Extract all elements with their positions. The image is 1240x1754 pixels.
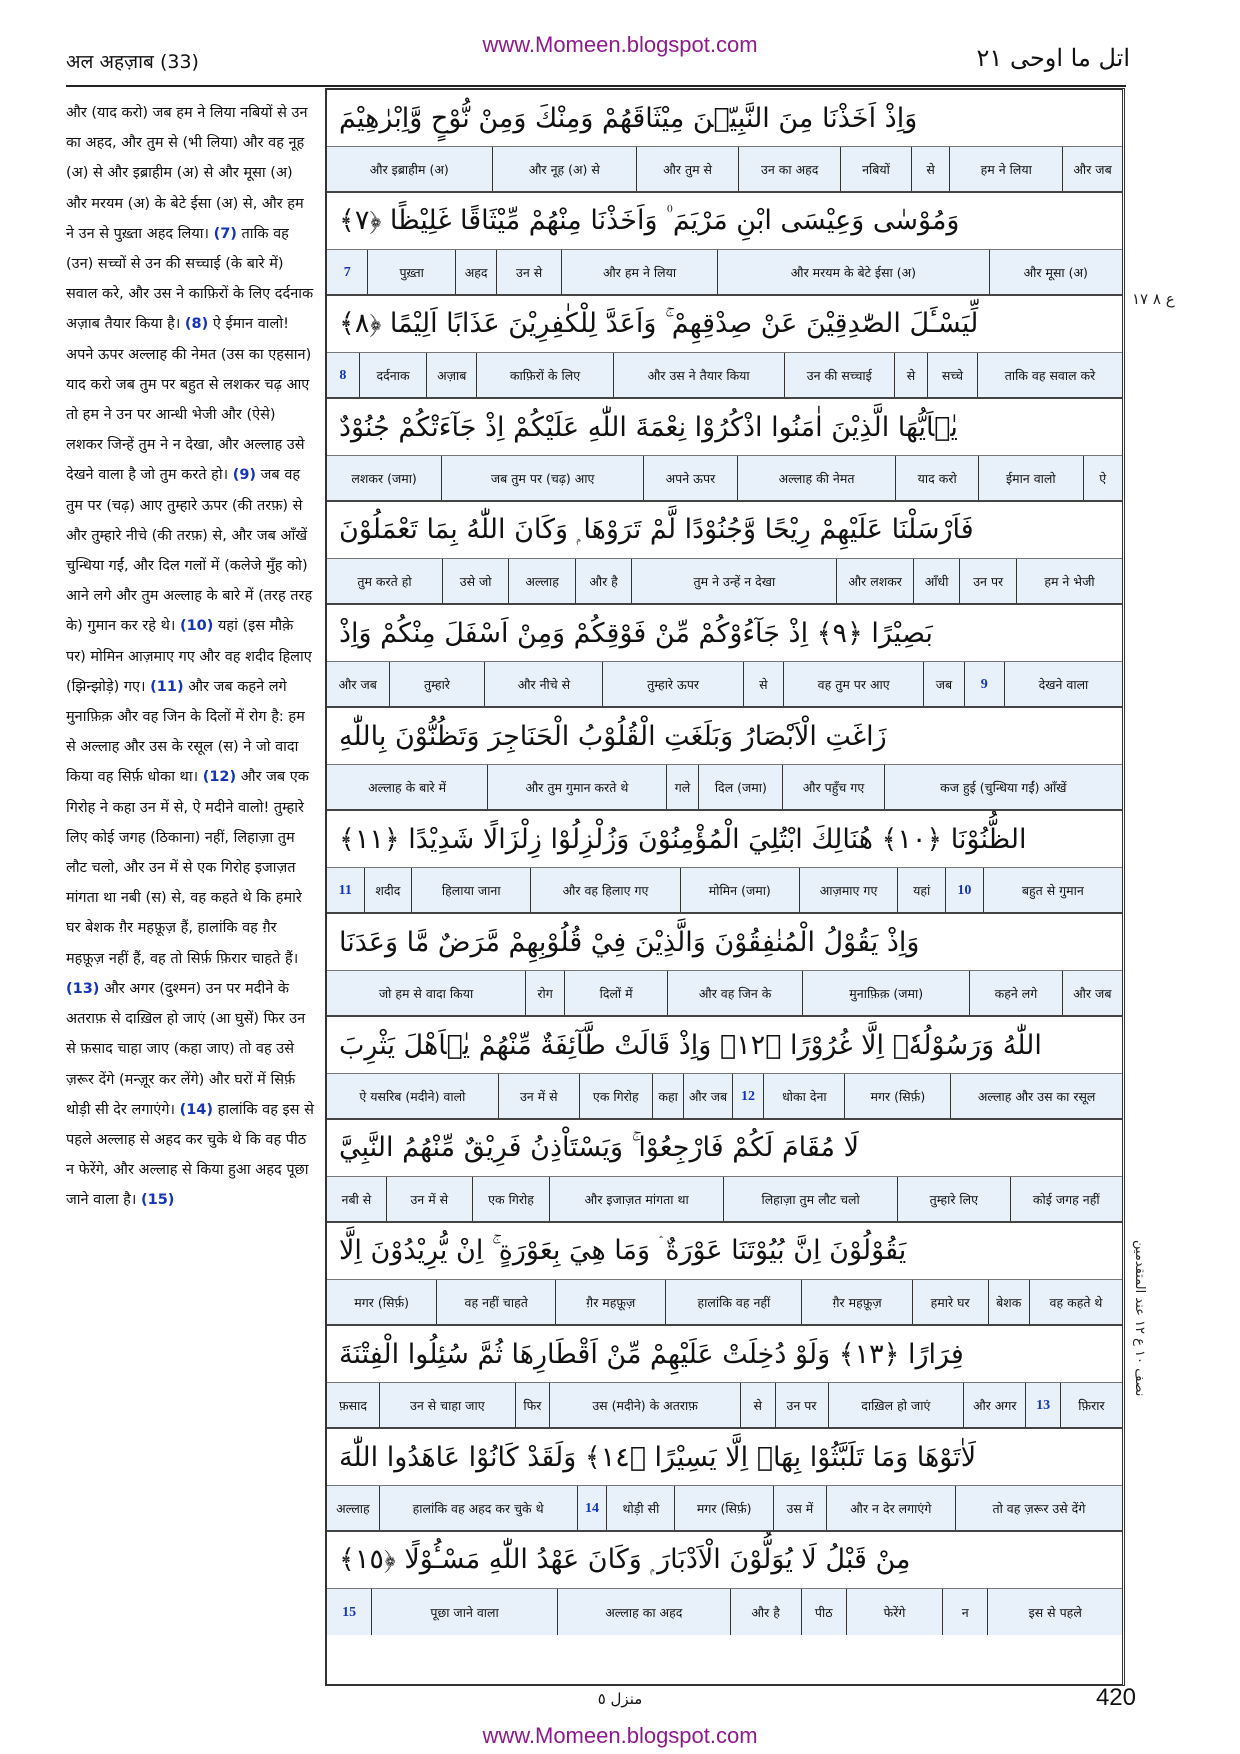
word-meaning-cell: पुख़्ता xyxy=(367,250,454,294)
word-meaning-cell: लशकर (जमा) xyxy=(351,470,417,486)
word-meaning-cell: ग़ैर महफ़ूज़ xyxy=(801,1280,911,1324)
word-meaning-cell: तुम ने उन्हें न देखा xyxy=(631,559,836,603)
word-meaning-cell: और है xyxy=(575,559,632,603)
word-meaning-cell: ऐ xyxy=(1083,456,1122,500)
word-meaning-cell: उस में xyxy=(773,1486,826,1530)
arabic-verse-line: لَا مُقَامَ لَكُمْ فَارْجِعُوْا ۚ وَيَسْتَاْذِنُ فَرِيْقٌ مِّنْهُمُ النَّبِيَّ xyxy=(327,1120,1122,1177)
verse-number: (15) xyxy=(141,1192,175,1209)
word-meaning-cell: और जब xyxy=(683,1074,731,1118)
word-meaning-cell: और इब्राहीम (अ) xyxy=(369,161,449,177)
word-meaning-cell: अल्लाह की नेमत xyxy=(737,456,896,500)
verse-number: (13) xyxy=(66,980,100,997)
commentary-verse-7: और (याद करो) जब हम ने लिया नबियों से उन का अहद, और तुम से (भी लिया) और वह नूह (अ) से और इब्राहीम (अ) से और मूसा (अ) और मरयम (अ) के बेटे ईसा (अ) से, और हम ने उन से पुख़्ता अहद लिया। (7) xyxy=(66,105,308,242)
word-meaning-cell: गले xyxy=(666,765,699,809)
word-meaning-cell: से xyxy=(894,353,927,397)
word-meaning-cell: फेरेंगे xyxy=(846,1589,942,1635)
verse-number-cell: 15 xyxy=(342,1604,357,1620)
word-meaning-cell: देखने वाला xyxy=(1004,662,1122,706)
commentary-verse-11: यहां (इस मौक़े पर) मोमिन आज़माए गए और वह शदीद हिलाए (झिन्झोड़े) गए। (11) xyxy=(66,618,312,695)
verse-number-cell: 12 xyxy=(732,1074,764,1118)
word-translation-row xyxy=(327,1280,1122,1326)
commentary-verse-10: जब वह तुम पर (चढ़) आए तुम्हारे ऊपर (की तरफ़) से और तुम्हारे नीचे (की तरफ़) से, और जब आँखें चुन्धिया गईं, और दिल गलों में (कलेजे मुँह को) आने लगे और तुम अल्लाह के बारे में (तरह तरह के) गुमान कर रहे थे। (10) xyxy=(66,467,313,635)
word-meaning-cell: और हम ने लिया xyxy=(561,250,717,294)
word-meaning-cell: एक गिरोह xyxy=(472,1177,549,1221)
ruku-marker: ع ٨ ١٧ xyxy=(1132,290,1175,308)
word-meaning-cell: तुम्हारे xyxy=(389,662,485,706)
word-meaning-cell: और तुम गुमान करते थे xyxy=(487,765,665,809)
arabic-verse-line: مِنْ قَبْلُ لَا يُوَلُّوْنَ الْاَدْبَارَ ۭ وَكَانَ عَهْدُ اللّٰهِ مَسْـُٔوْلًا ﴿١٥﴾ xyxy=(327,1532,1122,1589)
word-meaning-cell: काफ़िरों के लिए xyxy=(476,353,612,397)
arabic-verse-line: فِرَارًا ﴿١٣﴾ وَلَوْ دُخِلَتْ عَلَيْهِمْ مِّنْ اَقْطَارِهَا ثُمَّ سُئِلُوا الْفِتْنَةَ xyxy=(327,1326,1122,1383)
verse-number-cell: 7 xyxy=(343,264,351,280)
verse-number: (9) xyxy=(232,467,257,484)
word-translation-row xyxy=(327,1589,1122,1635)
word-meaning-cell: रोग xyxy=(525,971,564,1015)
word-meaning-cell: दर्दनाक xyxy=(359,353,426,397)
word-translation-row xyxy=(327,662,1122,708)
commentary-verse-15: हालांकि वह इस से पहले अल्लाह से अहद कर चुके थे कि वह पीठ न फेरेंगे, और अल्लाह से किया हुआ अहद पूछा जाने वाला है। (15) xyxy=(66,1101,314,1209)
commentary-verse-9: ऐ ईमान वालो! अपने ऊपर अल्लाह की नेमत (उस का एहसान) याद करो जब तुम पर बहुत से लशकर चढ़ आए तो हम ने उन पर आन्धी भेजी और (ऐसे) लशकर जिन्हें तुम ने न देखा, और अल्लाह उसे देखने वाला है जो तुम करते हो। (9) xyxy=(66,316,312,484)
word-meaning-cell: अल्लाह और उस का रसूल xyxy=(950,1074,1122,1118)
word-meaning-cell: शदीद xyxy=(364,868,412,912)
word-meaning-cell: और पहुँच गए xyxy=(782,765,883,809)
verse-number: (7) xyxy=(213,225,237,242)
word-translation-row xyxy=(327,250,1122,296)
word-meaning-cell: उन में से xyxy=(498,1074,579,1118)
word-meaning-cell: अज़ाब xyxy=(426,353,476,397)
word-meaning-cell: याद करो xyxy=(895,456,978,500)
verse-number: (12) xyxy=(202,769,237,786)
word-meaning-cell: धोका देना xyxy=(763,1074,844,1118)
word-translation-row xyxy=(327,1383,1122,1429)
word-meaning-cell: हालांकि वह नहीं xyxy=(665,1280,801,1324)
word-meaning-cell: और लशकर xyxy=(836,559,912,603)
word-translation-row xyxy=(327,456,1122,502)
arabic-verse-line: اللّٰهُ وَرَسُوْلُهٗۤ اِلَّا غُرُوْرًا ﴿١٢﴾ وَاِذْ قَالَتْ طَّآئِفَةٌ مِّنْهُمْ يٰۤاَهْلَ يَثْرِبَ xyxy=(327,1017,1122,1074)
arabic-verse-line: الظُّنُوْنَا ﴿١٠﴾ هُنَالِكَ ابْتُلِيَ الْمُؤْمِنُوْنَ وَزُلْزِلُوْا زِلْزَالًا شَدِيْدًا ﴿١١﴾ xyxy=(327,811,1122,868)
word-translation-row xyxy=(327,1486,1122,1532)
word-meaning-cell: थोड़ी सी xyxy=(606,1486,674,1530)
word-meaning-cell: और जब xyxy=(1062,971,1122,1015)
word-meaning-cell: कोई जगह नहीं xyxy=(1010,1177,1122,1221)
word-meaning-cell: उसे जो xyxy=(442,559,508,603)
word-meaning-cell: यहां xyxy=(897,868,945,912)
word-meaning-cell: आँधी xyxy=(913,559,960,603)
word-meaning-cell: फ़साद xyxy=(339,1397,367,1413)
word-meaning-cell: से xyxy=(743,662,783,706)
commentary-verse-14: और अगर (दुश्मन) उन पर मदीने के अतराफ़ से दाख़िल हो जाएं (आ घुसें) फिर उन से फ़साद चाहा जाए (कहा जाए) तो वह उसे ज़रूर देंगे (मन्ज़ूर कर लेंगे) और घरों में सिर्फ़ थोड़ी सी देर लगाएंगे। (14) xyxy=(66,980,306,1118)
word-meaning-cell: पीठ xyxy=(801,1589,846,1635)
verse-number-cell: 10 xyxy=(945,868,983,912)
word-translation-row xyxy=(327,559,1122,605)
word-meaning-cell: न xyxy=(942,1589,987,1635)
arabic-verse-line: بَصِيْرًا ﴿٩﴾ اِذْ جَآءُوْكُمْ مِّنْ فَوْقِكُمْ وَمِنْ اَسْفَلَ مِنْكُمْ وَاِذْ xyxy=(327,605,1122,662)
verse-number-cell: 11 xyxy=(338,882,352,898)
word-meaning-cell: और मूसा (अ) xyxy=(989,250,1122,294)
verse-number: (14) xyxy=(179,1101,214,1118)
page-number: 420 xyxy=(1095,1684,1136,1711)
word-meaning-cell: हमारे घर xyxy=(912,1280,988,1324)
word-meaning-cell: और नूह (अ) से xyxy=(492,147,636,191)
word-translation-row xyxy=(327,971,1122,1017)
word-translation-row xyxy=(327,147,1122,193)
arabic-verse-line: لَاٰتَوْهَا وَمَا تَلَبَّثُوْا بِهَاۤ اِلَّا يَسِيْرًا ﴿١٤﴾ وَلَقَدْ كَانُوْا عَاهَدُوا اللّٰهَ xyxy=(327,1429,1122,1486)
word-meaning-cell: और वह जिन के xyxy=(667,971,802,1015)
site-url-bottom[interactable]: www.Momeen.blogspot.com xyxy=(482,1723,758,1748)
arabic-verse-line: فَاَرْسَلْنَا عَلَيْهِمْ رِيْحًا وَّجُنُوْدًا لَّمْ تَرَوْهَا ۭ وَكَانَ اللّٰهُ بِمَا تَعْمَلُوْنَ xyxy=(327,502,1122,559)
arabic-verse-line: يَقُوْلُوْنَ اِنَّ بُيُوْتَنَا عَوْرَةٌ ۛ وَمَا هِيَ بِعَوْرَةٍ ۚ اِنْ يُّرِيْدُوْنَ اِلَّا xyxy=(327,1223,1122,1280)
juz-title: اتل ما اوحی ٢١ xyxy=(976,44,1130,72)
word-meaning-cell: आज़माए गए xyxy=(799,868,898,912)
word-meaning-cell: से xyxy=(911,147,950,191)
translation-commentary xyxy=(66,98,316,1683)
rub-marker: نصف ١٠ ع ١٢ عند المتقدمين xyxy=(1132,1240,1147,1397)
word-meaning-cell: लिहाज़ा तुम लौट चलो xyxy=(723,1177,897,1221)
word-meaning-cell: अपने ऊपर xyxy=(643,456,737,500)
word-meaning-cell: उन पर xyxy=(775,1383,828,1427)
commentary-verse-13: और जब एक गिरोह ने कहा उन में से, ऐ मदीने वालो! तुम्हारे लिए कोई जगह (ठिकाना) नहीं, लिहाज़ा तुम लौट चलो, और उन में से एक गिरोह इजाज़त मांगता था नबी (स) से, वह कहते थे कि हमारे घर बेशक ग़ैर महफ़ूज़ हैं, हालांकि वह ग़ैर महफ़ूज़ नहीं हैं, वह तो सिर्फ़ फ़िरार चाहते हैं। (13) xyxy=(66,769,309,997)
arabic-verse-line: وَاِذْ يَقُوْلُ الْمُنٰفِقُوْنَ وَالَّذِيْنَ فِيْ قُلُوْبِهِمْ مَّرَضٌ مَّا وَعَدَنَا xyxy=(327,914,1122,971)
word-meaning-cell: फ़िरार xyxy=(1060,1383,1122,1427)
arabic-verse-line: وَمُوْسٰى وَعِيْسَى ابْنِ مَرْيَمَ ۠ وَاَخَذْنَا مِنْهُمْ مِّيْثَاقًا غَلِيْظًا ﴿٧﴾ xyxy=(327,193,1122,250)
word-translation-row xyxy=(327,1074,1122,1120)
word-meaning-cell: हम ने भेजी xyxy=(1016,559,1122,603)
word-meaning-cell: अल्लाह xyxy=(508,559,574,603)
word-meaning-cell: तुम्हारे ऊपर xyxy=(602,662,742,706)
word-meaning-cell: जो हम से वादा किया xyxy=(378,985,474,1001)
word-translation-row xyxy=(327,353,1122,399)
word-meaning-cell: दिल (जमा) xyxy=(698,765,782,809)
header-divider xyxy=(66,85,1126,87)
word-meaning-cell: पूछा जाने वाला xyxy=(371,1589,557,1635)
word-meaning-cell: तुम करते हो xyxy=(357,573,412,589)
word-meaning-cell: कहा xyxy=(652,1074,684,1118)
word-meaning-cell: ग़ैर महफ़ूज़ xyxy=(555,1280,665,1324)
word-meaning-cell: कहने लगे xyxy=(969,971,1061,1015)
word-meaning-cell: मगर (सिर्फ़) xyxy=(354,1294,409,1310)
word-meaning-cell: जब xyxy=(923,662,963,706)
word-meaning-cell: मुनाफ़िक़ (जमा) xyxy=(802,971,969,1015)
verse-number-cell: 9 xyxy=(964,662,1004,706)
word-meaning-cell: ऐ यसरिब (मदीने) वालो xyxy=(359,1088,466,1104)
word-translation-row xyxy=(327,868,1122,914)
word-meaning-cell: उन पर xyxy=(959,559,1016,603)
word-translation-row xyxy=(327,765,1122,811)
word-meaning-cell: दिलों में xyxy=(564,971,667,1015)
word-meaning-cell: से xyxy=(740,1383,775,1427)
word-meaning-cell: और उस ने तैयार किया xyxy=(613,353,784,397)
word-meaning-cell: वह कहते थे xyxy=(1029,1280,1122,1324)
word-translation-row xyxy=(327,1177,1122,1223)
word-meaning-cell: जब तुम पर (चढ़) आए xyxy=(441,456,643,500)
word-meaning-cell: और अगर xyxy=(963,1383,1025,1427)
word-meaning-cell: हिलाया जाना xyxy=(411,868,530,912)
word-meaning-cell: बेशक xyxy=(988,1280,1029,1324)
word-meaning-cell: अल्लाह का अहद xyxy=(557,1589,730,1635)
word-meaning-cell: उन से xyxy=(496,250,560,294)
word-meaning-cell: नबियों xyxy=(840,147,910,191)
verse-number-cell: 14 xyxy=(577,1486,607,1530)
word-meaning-cell: तुम्हारे लिए xyxy=(897,1177,1009,1221)
word-meaning-cell: दाख़िल हो जाएं xyxy=(828,1383,964,1427)
arabic-verse-line: زَاغَتِ الْاَبْصَارُ وَبَلَغَتِ الْقُلُوْبُ الْحَنَاجِرَ وَتَظُنُّوْنَ بِاللّٰهِ xyxy=(327,708,1122,765)
word-meaning-cell: मगर (सिर्फ़) xyxy=(674,1486,773,1530)
manzil-label: منزل ٥ xyxy=(597,1690,643,1708)
verse-number: (10) xyxy=(179,618,214,635)
word-meaning-cell: मगर (सिर्फ़) xyxy=(844,1074,950,1118)
word-meaning-cell: वह नहीं चाहते xyxy=(436,1280,555,1324)
word-meaning-cell: उन में से xyxy=(386,1177,472,1221)
surah-title: अल अहज़ाब (33) xyxy=(66,51,199,73)
site-url-top[interactable]: www.Momeen.blogspot.com xyxy=(482,32,758,57)
commentary-verse-12: और जब कहने लगे मुनाफ़िक़ और वह जिन के दिलों में रोग है: हम से अल्लाह और उस के रसूल (स) ने जो वादा किया वह सिर्फ़ धोका था। (12) xyxy=(66,678,305,786)
commentary-verse-8: ताकि वह (उन) सच्चों से उन की सच्चाई (के बारे में) सवाल करे, और उस ने काफ़िरों के लिए दर्दनाक अज़ाब तैयार किया है। (8) xyxy=(66,225,314,333)
verse-number-cell: 13 xyxy=(1025,1383,1060,1427)
word-meaning-cell: उस (मदीने) के अतराफ़ xyxy=(549,1383,740,1427)
word-meaning-cell: उन की सच्चाई xyxy=(784,353,894,397)
verse-number: (8) xyxy=(184,316,209,333)
word-meaning-cell: उन का अहद xyxy=(738,147,840,191)
word-meaning-cell: और है xyxy=(730,1589,801,1635)
word-meaning-cell: सच्चे xyxy=(927,353,977,397)
word-meaning-cell: और न देर लगाएंगे xyxy=(826,1486,955,1530)
word-meaning-cell: और मरयम के बेटे ईसा (अ) xyxy=(717,250,988,294)
verse-number-cell: 8 xyxy=(339,367,347,383)
word-meaning-cell: और इजाज़त मांगता था xyxy=(549,1177,723,1221)
word-meaning-cell: एक गिरोह xyxy=(579,1074,652,1118)
word-meaning-cell: अल्लाह के बारे में xyxy=(368,779,447,795)
word-meaning-cell: उन से चाहा जाए xyxy=(379,1383,515,1427)
word-meaning-cell: ताकि वह सवाल करे xyxy=(977,353,1122,397)
interlinear-table xyxy=(325,88,1125,1686)
word-meaning-cell: और जब xyxy=(338,676,377,692)
word-meaning-cell: वह तुम पर आए xyxy=(783,662,923,706)
word-meaning-cell: नबी से xyxy=(341,1191,372,1207)
word-meaning-cell: बहुत से गुमान xyxy=(983,868,1122,912)
verse-number: (11) xyxy=(150,678,184,695)
word-meaning-cell: और वह हिलाए गए xyxy=(530,868,680,912)
arabic-verse-line: لِّيَسْـَٔلَ الصّٰدِقِيْنَ عَنْ صِدْقِهِمْ ۚ وَاَعَدَّ لِلْكٰفِرِيْنَ عَذَابًا اَلِيْمًا ﴿٨﴾ xyxy=(327,296,1122,353)
word-meaning-cell: और जब xyxy=(1062,147,1122,191)
word-meaning-cell: और तुम से xyxy=(636,147,738,191)
word-meaning-cell: इस से पहले xyxy=(987,1589,1122,1635)
word-meaning-cell: मोमिन (जमा) xyxy=(680,868,799,912)
word-meaning-cell: कज हुई (चुन्धिया गईं) आँखें xyxy=(884,765,1122,809)
word-meaning-cell: फिर xyxy=(515,1383,550,1427)
word-meaning-cell: अल्लाह xyxy=(336,1500,370,1516)
word-meaning-cell: ईमान वालो xyxy=(978,456,1082,500)
arabic-verse-line: وَاِذْ اَخَذْنَا مِنَ النَّبِيّٖنَ مِيْثَاقَهُمْ وَمِنْكَ وَمِنْ نُّوْحٍ وَّاِبْرٰهِيْمَ xyxy=(327,90,1122,147)
arabic-verse-line: يٰۤاَيُّهَا الَّذِيْنَ اٰمَنُوا اذْكُرُوْا نِعْمَةَ اللّٰهِ عَلَيْكُمْ اِذْ جَآءَتْكُمْ جُنُوْدٌ xyxy=(327,399,1122,456)
word-meaning-cell: हालांकि वह अहद कर चुके थे xyxy=(379,1486,577,1530)
word-meaning-cell: तो वह ज़रूर उसे देंगे xyxy=(955,1486,1122,1530)
word-meaning-cell: अहद xyxy=(455,250,496,294)
word-meaning-cell: हम ने लिया xyxy=(949,147,1062,191)
word-meaning-cell: और नीचे से xyxy=(484,662,602,706)
